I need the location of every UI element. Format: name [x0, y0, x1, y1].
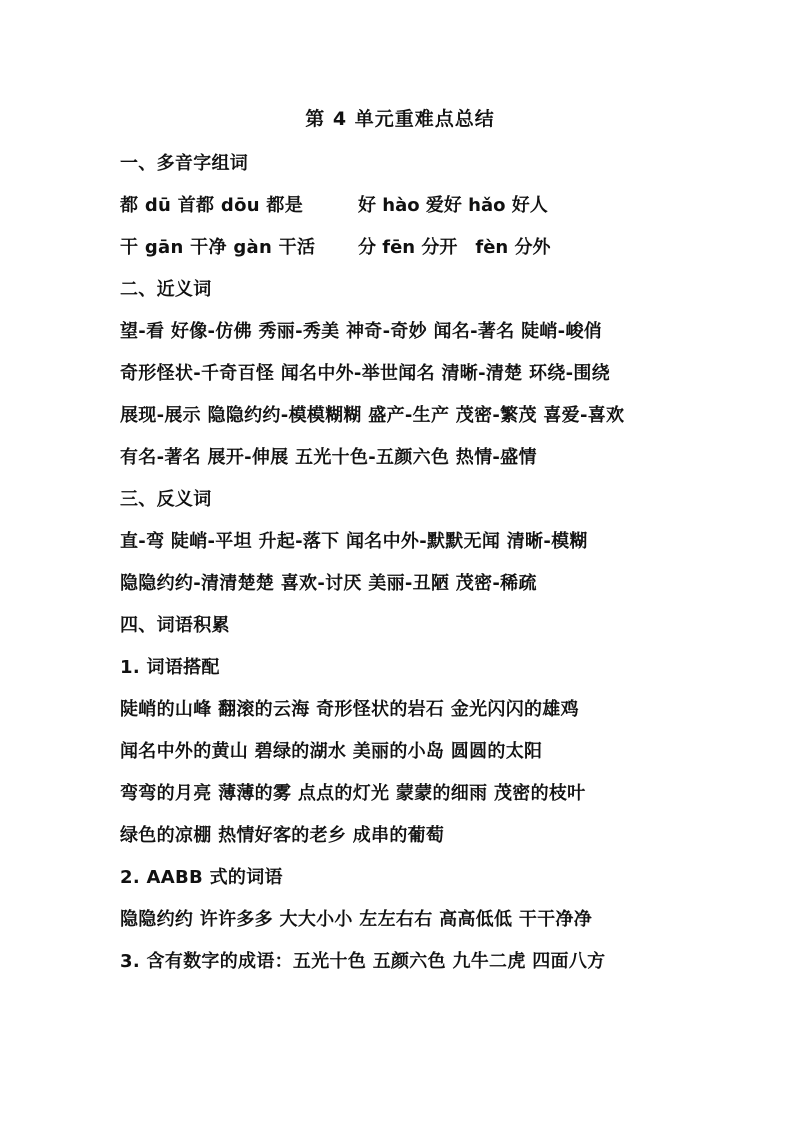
section-heading-vocabulary: 四、词语积累 — [120, 615, 230, 636]
synonyms-line-2: 奇形怪状-千奇百怪 闻名中外-举世闻名 清晰-清楚 环绕-围绕 — [120, 363, 610, 384]
collocation-line-1: 陡峭的山峰 翻滚的云海 奇形怪状的岩石 金光闪闪的雄鸡 — [120, 699, 579, 720]
vocabulary-sub1-label: 1. 词语搭配 — [120, 657, 220, 678]
collocation-line-4: 绿色的凉棚 热情好客的老乡 成串的葡萄 — [120, 825, 445, 846]
section-heading-polyphonic: 一、多音字组词 — [120, 153, 249, 174]
page-title: 第 4 单元重难点总结 — [305, 108, 495, 130]
section-heading-antonyms: 三、反义词 — [120, 489, 212, 510]
collocation-line-2: 闻名中外的黄山 碧绿的湖水 美丽的小岛 圆圆的太阳 — [120, 741, 543, 762]
antonyms-line-1: 直-弯 陡峭-平坦 升起-落下 闻名中外-默默无闻 清晰-模糊 — [120, 531, 588, 552]
polyphonic-row-1-left: 都 dū 首都 dōu 都是 — [120, 195, 304, 216]
vocabulary-sub3-line: 3. 含有数字的成语：五光十色 五颜六色 九牛二虎 四面八方 — [120, 951, 606, 972]
polyphonic-row-2-right: 分 fēn 分开 fèn 分外 — [358, 237, 551, 258]
synonyms-line-4: 有名-著名 展开-伸展 五光十色-五颜六色 热情-盛情 — [120, 447, 537, 468]
polyphonic-row-1-right: 好 hào 爱好 hǎo 好人 — [358, 195, 548, 216]
synonyms-line-1: 望-看 好像-仿佛 秀丽-秀美 神奇-奇妙 闻名-著名 陡峭-峻俏 — [120, 321, 603, 342]
antonyms-line-2: 隐隐约约-清清楚楚 喜欢-讨厌 美丽-丑陋 茂密-稀疏 — [120, 573, 537, 594]
synonyms-line-3: 展现-展示 隐隐约约-模模糊糊 盛产-生产 茂密-繁茂 喜爱-喜欢 — [120, 405, 625, 426]
aabb-line-1: 隐隐约约 许许多多 大大小小 左左右右 高高低低 干干净净 — [120, 909, 593, 930]
collocation-line-3: 弯弯的月亮 薄薄的雾 点点的灯光 蒙蒙的细雨 茂密的枝叶 — [120, 783, 586, 804]
vocabulary-sub2-label: 2. AABB 式的词语 — [120, 867, 283, 888]
polyphonic-row-2-left: 干 gān 干净 gàn 干活 — [120, 237, 316, 258]
section-heading-synonyms: 二、近义词 — [120, 279, 212, 300]
